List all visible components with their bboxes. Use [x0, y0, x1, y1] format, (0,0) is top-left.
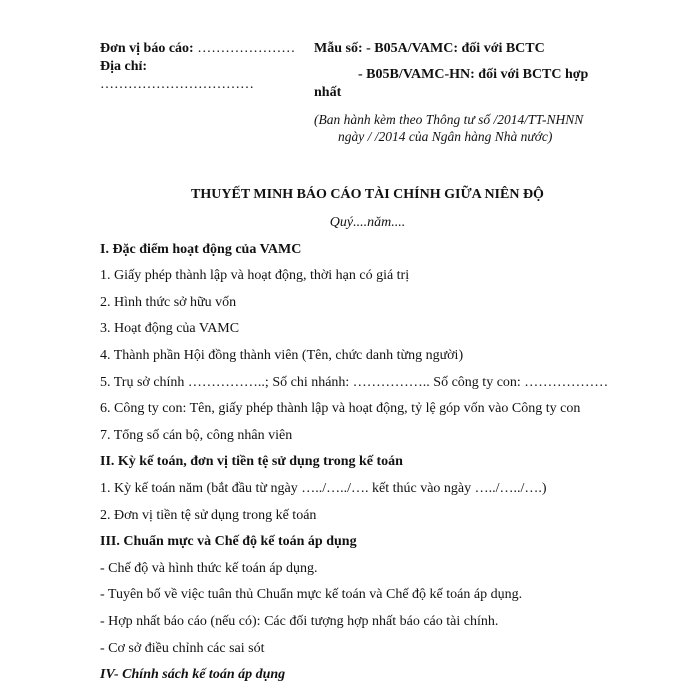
reporting-unit-label: Đơn vị báo cáo: [100, 41, 194, 56]
list-item: 6. Công ty con: Tên, giấy phép thành lập và hoạt động, tỷ lệ góp vốn vào Công ty con [100, 401, 581, 416]
address-label: Địa chỉ: [100, 59, 148, 74]
issued-with-line-1: (Ban hành kèm theo Thông tư số /2014/TT-NHNN [314, 112, 584, 127]
list-item: - Cơ sở điều chỉnh các sai sót [100, 641, 265, 656]
issued-with-line-2: ngày / /2014 của Ngân hàng Nhà nước) [338, 129, 553, 144]
section-heading: I. Đặc điểm hoạt động của VAMC [100, 242, 302, 257]
list-item: 2. Đơn vị tiền tệ sử dụng trong kế toán [100, 508, 317, 523]
address-value: …………………………… [100, 77, 254, 92]
section-heading: II. Kỳ kế toán, đơn vị tiền tệ sử dụng trong kế toán [100, 454, 403, 469]
form-number-line-3: nhất [314, 85, 342, 100]
form-number-line-2: - B05B/VAMC-HN: đối với BCTC hợp [358, 67, 589, 82]
list-item: - Chế độ và hình thức kế toán áp dụng. [100, 561, 318, 576]
reporting-unit-value: ………………… [197, 41, 296, 56]
list-item: 7. Tổng số cán bộ, công nhân viên [100, 428, 293, 443]
list-item: - Hợp nhất báo cáo (nếu có): Các đối tượng hợp nhất báo cáo tài chính. [100, 614, 499, 629]
list-item: 1. Giấy phép thành lập và hoạt động, thời hạn có giá trị [100, 268, 410, 283]
section-heading: III. Chuẩn mực và Chế độ kế toán áp dụng [100, 534, 357, 549]
list-item: 4. Thành phần Hội đồng thành viên (Tên, chức danh từng người) [100, 348, 464, 363]
list-item: 1. Kỳ kế toán năm (bắt đầu từ ngày …../…../…. kết thúc vào ngày …../…../….) [100, 481, 547, 496]
list-item: - Tuyên bố về việc tuân thủ Chuẩn mực kế toán và Chế độ kế toán áp dụng. [100, 587, 523, 602]
document-title: THUYẾT MINH BÁO CÁO TÀI CHÍNH GIỮA NIÊN ĐỘ [191, 187, 544, 202]
reporting-unit-line [100, 41, 295, 57]
document-subtitle: Quý....năm.... [329, 215, 406, 230]
list-item: 5. Trụ sở chính ……………..; Số chi nhánh: …………….. Số công ty con: ……………… [100, 375, 609, 390]
section-heading: IV- Chính sách kế toán áp dụng [100, 667, 286, 682]
form-number-line-1: Mẫu số: - B05A/VAMC: đối với BCTC [314, 41, 545, 56]
list-item: 3. Hoạt động của VAMC [100, 321, 240, 336]
list-item: 2. Hình thức sở hữu vốn [100, 295, 237, 310]
